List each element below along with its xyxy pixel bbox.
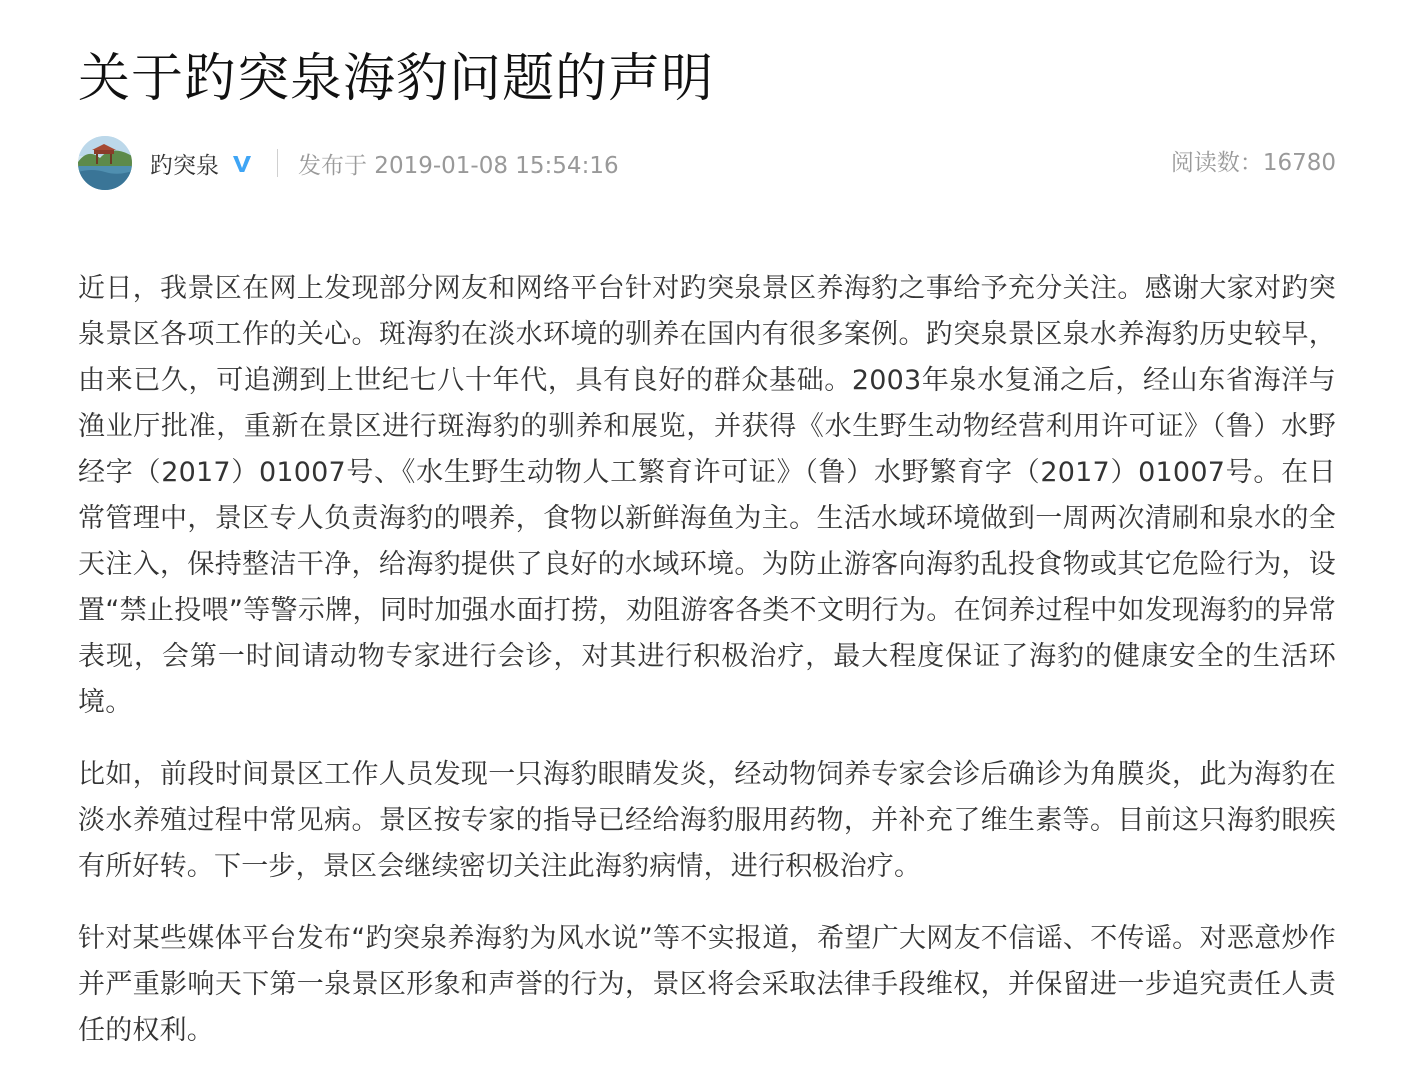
article-body — [78, 266, 1336, 1054]
paragraph: 针对某些媒体平台发布“趵突泉养海豹为风水说”等不实报道，希望广大网友不信谣、不传谣。对恶意炒作并严重影响天下第一泉景区形象和声誉的行为，景区将会采取法律手段维权，并保留进一步追究责任人责任的权利。 — [78, 923, 1336, 1046]
author-name[interactable]: 趵突泉 — [150, 152, 219, 179]
read-count: 阅读数：16780 — [1170, 150, 1336, 176]
paragraph: 近日，我景区在网上发现部分网友和网络平台针对趵突泉景区养海豹之事给予充分关注。感谢大家对趵突泉景区各项工作的关心。斑海豹在淡水环境的驯养在国内有很多案例。趵突泉景区泉水养海豹历史较早，由来已久，可追溯到上世纪七八十年代，具有良好的群众基础。2003年泉水复涌之后，经山东省海洋与渔业厅批准，重新在景区进行斑海豹的驯养和展览，并获得《水生野生动物经营利用许可证》（鲁）水野经字（2017）01007号、《水生野生动物人工繁育许可证》（鲁）水野繁育字（2017）01007号。在日常管理中，景区专人负责海豹的喂养，食物以新鲜海鱼为主。生活水域环境做到一周两次清刷和泉水的全天注入，保持整洁干净，给海豹提供了良好的水域环境。为防止游客向海豹乱投食物或其它危险行为，设置“禁止投喂”等警示牌，同时加强水面打捞，劝阻游客各类不文明行为。在饲养过程中如发现海豹的异常表现，会第一时间请动物专家进行会诊，对其进行积极治疗，最大程度保证了海豹的健康安全的生活环境。 — [78, 273, 1336, 718]
avatar[interactable] — [78, 136, 132, 190]
verified-icon — [229, 150, 255, 176]
avatar-image — [78, 136, 132, 190]
article-title: 关于趵突泉海豹问题的声明 — [78, 49, 715, 109]
meta-divider — [277, 149, 278, 177]
publish-time: 发布于 2019-01-08 15:54:16 — [298, 152, 619, 179]
article — [78, 0, 1336, 1080]
article-meta — [78, 136, 1336, 190]
paragraph: 比如，前段时间景区工作人员发现一只海豹眼睛发炎，经动物饲养专家会诊后确诊为角膜炎，此为海豹在淡水养殖过程中常见病。景区按专家的指导已经给海豹服用药物，并补充了维生素等。目前这只海豹眼疾有所好转。下一步，景区会继续密切关注此海豹病情，进行积极治疗。 — [78, 759, 1336, 882]
